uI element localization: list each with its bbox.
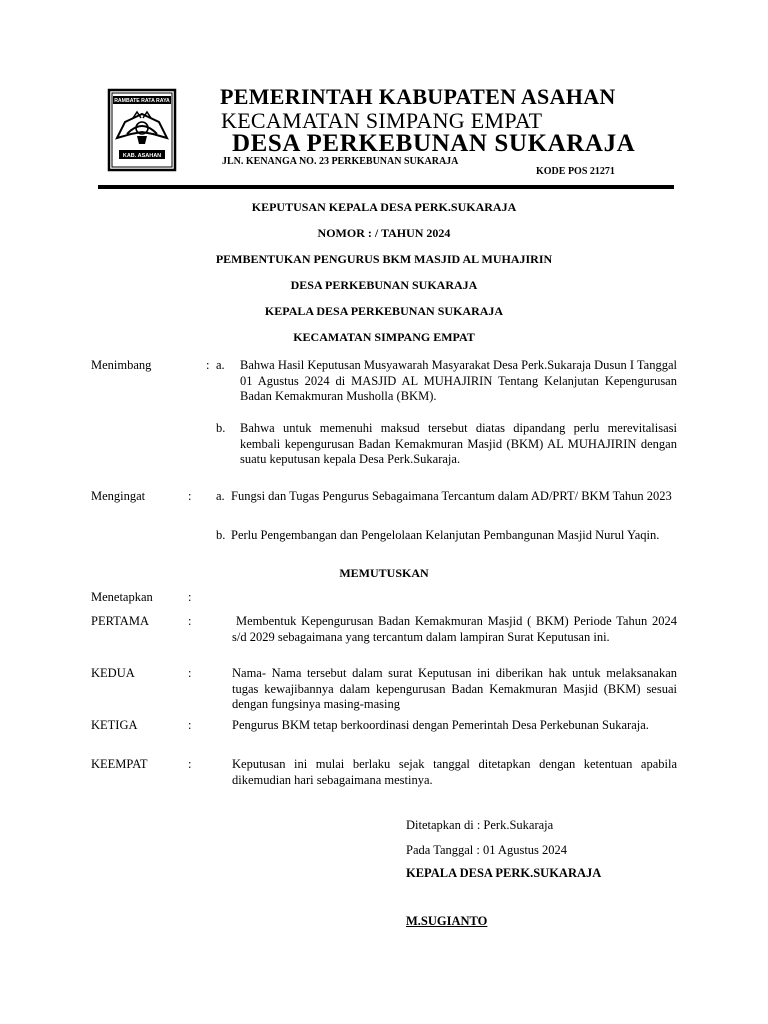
mengingat-label: Mengingat <box>91 489 146 503</box>
regency-logo <box>107 88 177 172</box>
mengingat-colon: : <box>188 489 192 503</box>
menimbang-a-marker: a. <box>216 358 225 372</box>
decision-title: KEPUTUSAN KEPALA DESA PERK.SUKARAJA <box>251 200 517 214</box>
letterhead-district: KECAMATAN SIMPANG EMPAT <box>221 108 543 133</box>
signature-title: KEPALA DESA PERK.SUKARAJA <box>406 866 602 880</box>
ketiga-text: Pengurus BKM tetap berkoordinasi dengan Pemerintah Desa Perkebunan Sukaraja. <box>232 718 649 732</box>
memutuskan-heading: MEMUTUSKAN <box>339 566 429 580</box>
village-heading: DESA PERKEBUNAN SUKARAJA <box>290 278 478 292</box>
village-head-heading: KEPALA DESA PERKEBUNAN SUKARAJA <box>264 304 504 318</box>
district-heading: KECAMATAN SIMPANG EMPAT <box>293 330 475 344</box>
kedua-text: Nama- Nama tersebut dalam surat Keputusan ini diberikan hak untuk melaksanakan tugas kewajibannya dalam kepengurusan Badan Kemakmuran Masjid (BKM) sesuai dengan fungsinya masing-masing <box>232 666 677 711</box>
letterhead-address: JLN. KENANGA NO. 23 PERKEBUNAN SUKARAJA <box>222 156 459 167</box>
ketiga-label: KETIGA <box>91 718 138 732</box>
pertama-text: Membentuk Kepengurusan Badan Kemakmuran Masjid ( BKM) Periode Tahun 2024 s/d 2029 sebagaimana yang tercantum dalam lampiran Surat Keputusan ini. <box>232 614 677 644</box>
mengingat-b-text: Perlu Pengembangan dan Pengelolaan Kelanjutan Pembangunan Masjid Nurul Yaqin. <box>231 528 660 542</box>
keempat-colon: : <box>188 757 192 771</box>
pertama-colon: : <box>188 614 192 628</box>
pertama-label: PERTAMA <box>91 614 149 628</box>
menetapkan-label: Menetapkan <box>91 590 153 604</box>
menimbang-b-text: Bahwa untuk memenuhi maksud tersebut diatas dipandang perlu merevitalisasi kembali kepengurusan Badan Kemakmuran Masjid (BKM) AL MUHAJIRIN dengan suatu keputusan kepala Desa Perk.Sukaraja. <box>240 421 677 466</box>
letterhead-divider <box>98 185 674 189</box>
mengingat-a-text: Fungsi dan Tugas Pengurus Sebagaimana Tercantum dalam AD/PRT/ BKM Tahun 2023 <box>231 489 672 503</box>
letterhead-government: PEMERINTAH KABUPATEN ASAHAN <box>220 84 616 109</box>
logo-top-text: RAMBATE RATA RAYA <box>114 98 170 105</box>
keempat-label: KEEMPAT <box>91 757 148 771</box>
signatory-name: M.SUGIANTO <box>406 914 488 928</box>
signature-place: Ditetapkan di : Perk.Sukaraja <box>406 818 554 832</box>
keempat-text: Keputusan ini mulai berlaku sejak tanggal ditetapkan dengan ketentuan apabila dikemudian hari sebagaimana mestinya. <box>232 757 677 787</box>
decision-number: NOMOR : / TAHUN 2024 <box>317 226 451 240</box>
menimbang-label: Menimbang <box>91 358 152 372</box>
signature-date: Pada Tanggal : 01 Agustus 2024 <box>406 843 568 857</box>
decision-subject: PEMBENTUKAN PENGURUS BKM MASJID AL MUHAJIRIN <box>215 252 553 266</box>
menetapkan-colon: : <box>188 590 192 604</box>
ketiga-colon: : <box>188 718 192 732</box>
kedua-colon: : <box>188 666 192 680</box>
mengingat-a-marker: a. <box>216 489 225 503</box>
menimbang-colon: : <box>206 358 210 372</box>
menimbang-b-marker: b. <box>216 421 226 435</box>
logo-bottom-text: KAB. ASAHAN <box>122 153 162 159</box>
menimbang-a-text: Bahwa Hasil Keputusan Musyawarah Masyarakat Desa Perk.Sukaraja Dusun I Tanggal 01 Agustus 2024 di MASJID AL MUHAJIRIN Tentang Kelanjutan Kepengurusan Badan Kemakmuran Musholla (BKM). <box>240 358 677 403</box>
letterhead-postal-code: KODE POS 21271 <box>536 166 615 177</box>
mengingat-b-marker: b. <box>216 528 226 542</box>
letterhead-village: DESA PERKEBUNAN SUKARAJA <box>232 130 636 157</box>
kedua-label: KEDUA <box>91 666 135 680</box>
